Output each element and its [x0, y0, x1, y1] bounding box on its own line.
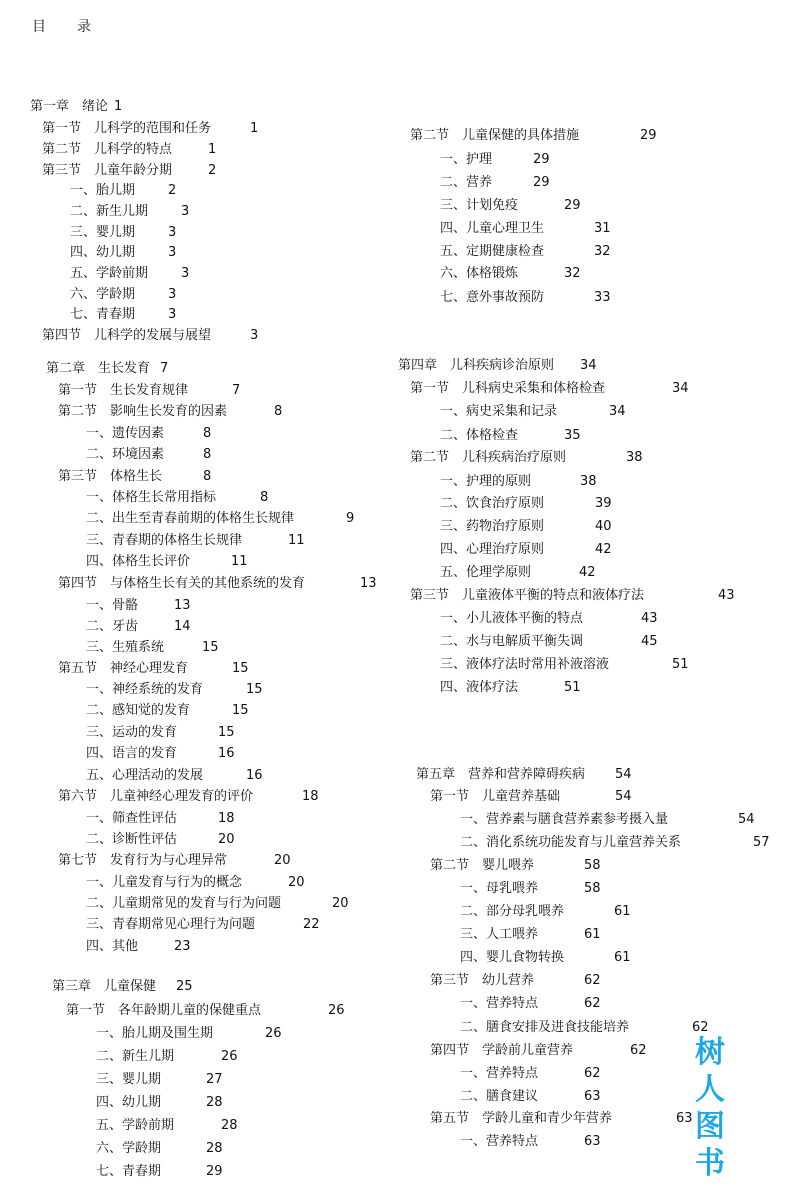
entry-page-number: 33 [594, 290, 611, 305]
toc-left-entry [96, 1048, 238, 1066]
toc-left-entry [86, 425, 212, 443]
entry-title: 一、营养特点 [460, 1066, 539, 1081]
toc-right-entry [440, 151, 550, 169]
entry-page-number: 14 [174, 619, 191, 634]
entry-page-number: 54 [615, 767, 632, 782]
entry-page-number: 8 [203, 447, 212, 462]
page-title-part2: 录 [77, 19, 92, 35]
entry-page-number: 20 [218, 832, 235, 847]
entry-page-number: 39 [595, 496, 612, 511]
entry-title: 一、胎儿期及围生期 [96, 1026, 214, 1041]
entry-title: 七、青春期 [96, 1164, 162, 1179]
entry-title: 三、药物治疗原则 [440, 519, 545, 534]
entry-title: 第一节 各年龄期儿童的保健重点 [66, 1003, 262, 1018]
toc-left-entry [58, 660, 249, 678]
entry-title: 五、伦理学原则 [440, 565, 532, 580]
entry-title: 第四章 儿科疾病诊治原则 [398, 358, 555, 373]
entry-title: 二、牙齿 [86, 619, 139, 634]
entry-page-number: 34 [609, 404, 626, 419]
toc-left-entry [86, 489, 269, 507]
entry-page-number: 58 [584, 881, 601, 896]
entry-title: 一、遗传因素 [86, 426, 165, 441]
toc-left-entry [52, 978, 193, 996]
toc-right-entry [440, 610, 658, 628]
entry-title: 一、护理的原则 [440, 474, 532, 489]
toc-left-entry [42, 120, 259, 138]
watermark-char: 树 [695, 1035, 725, 1070]
toc-right-entry [440, 564, 596, 582]
entry-title: 第四节 与体格生长有关的其他系统的发育 [58, 576, 306, 591]
entry-title: 五、学龄前期 [70, 266, 149, 281]
entry-page-number: 1 [250, 121, 259, 136]
toc-left-entry [70, 182, 177, 200]
entry-title: 一、神经系统的发育 [86, 682, 204, 697]
entry-page-number: 26 [328, 1003, 345, 1018]
entry-title: 四、体格生长评价 [86, 554, 191, 569]
entry-page-number: 23 [174, 939, 191, 954]
entry-page-number: 16 [246, 768, 263, 783]
entry-page-number: 32 [564, 266, 581, 281]
entry-title: 第六节 儿童神经心理发育的评价 [58, 789, 254, 804]
entry-title: 二、体格检查 [440, 428, 519, 443]
toc-right-entry [410, 380, 689, 398]
entry-page-number: 29 [206, 1164, 223, 1179]
toc-left-entry [58, 403, 283, 421]
toc-right-entry [430, 972, 601, 990]
toc-right-entry [440, 473, 597, 491]
entry-page-number: 15 [246, 682, 263, 697]
watermark-char: 图 [695, 1109, 725, 1144]
toc-left-entry [96, 1025, 282, 1043]
entry-title: 第二节 婴儿喂养 [430, 858, 535, 873]
entry-page-number: 7 [160, 361, 169, 376]
toc-right-entry [440, 541, 612, 559]
entry-page-number: 61 [614, 950, 631, 965]
entry-page-number: 63 [584, 1134, 601, 1149]
entry-page-number: 20 [288, 875, 305, 890]
entry-page-number: 15 [232, 661, 249, 676]
entry-title: 第一章 绪论 [30, 99, 109, 114]
watermark-char: 人 [695, 1072, 725, 1107]
entry-page-number: 29 [564, 198, 581, 213]
entry-title: 一、筛查性评估 [86, 811, 178, 826]
toc-right-entry [440, 403, 626, 421]
entry-page-number: 62 [584, 996, 601, 1011]
entry-title: 第四节 儿科学的发展与展望 [42, 328, 212, 343]
entry-title: 二、水与电解质平衡失调 [440, 634, 584, 649]
entry-title: 第一节 儿科学的范围和任务 [42, 121, 212, 136]
entry-title: 第二节 儿科学的特点 [42, 142, 173, 157]
entry-page-number: 32 [594, 244, 611, 259]
entry-page-number: 42 [595, 542, 612, 557]
toc-right-entry [460, 1133, 601, 1151]
entry-page-number: 3 [181, 204, 190, 219]
entry-page-number: 61 [584, 927, 601, 942]
entry-page-number: 28 [206, 1141, 223, 1156]
toc-right-entry [410, 449, 643, 467]
entry-title: 第二节 儿童保健的具体措施 [410, 128, 580, 143]
entry-page-number: 2 [168, 183, 177, 198]
toc-left-entry [70, 265, 190, 283]
toc-left-entry [42, 162, 217, 180]
toc-right-entry [440, 656, 689, 674]
toc-left-entry [96, 1163, 223, 1181]
entry-page-number: 63 [584, 1089, 601, 1104]
toc-right-entry [440, 197, 581, 215]
entry-title: 三、人工喂养 [460, 927, 539, 942]
entry-title: 六、学龄期 [96, 1141, 162, 1156]
entry-page-number: 8 [274, 404, 283, 419]
entry-title: 第三节 儿童液体平衡的特点和液体疗法 [410, 588, 645, 603]
toc-left-entry [96, 1140, 223, 1158]
entry-title: 三、青春期的体格生长规律 [86, 533, 243, 548]
entry-page-number: 31 [594, 221, 611, 236]
watermark [690, 1034, 730, 1182]
entry-page-number: 11 [231, 554, 248, 569]
toc-right-entry [440, 495, 612, 513]
entry-page-number: 18 [302, 789, 319, 804]
toc-right-entry [430, 1110, 693, 1128]
toc-left-entry [30, 98, 123, 116]
toc-left-entry [86, 681, 263, 699]
entry-page-number: 54 [615, 789, 632, 804]
entry-page-number: 11 [288, 533, 305, 548]
entry-title: 四、儿童心理卫生 [440, 221, 545, 236]
entry-title: 二、膳食建议 [460, 1089, 539, 1104]
toc-left-entry [86, 510, 355, 528]
entry-page-number: 62 [584, 1066, 601, 1081]
toc-right-entry [460, 1088, 601, 1106]
entry-title: 第七节 发育行为与心理异常 [58, 853, 228, 868]
toc-right-entry [460, 926, 601, 944]
entry-page-number: 34 [580, 358, 597, 373]
toc-left-entry [86, 597, 191, 615]
toc-left-entry [96, 1094, 223, 1112]
entry-title: 四、其他 [86, 939, 139, 954]
entry-page-number: 62 [692, 1020, 709, 1035]
entry-page-number: 1 [114, 99, 123, 114]
entry-title: 第五节 神经心理发育 [58, 661, 189, 676]
toc-left-entry [66, 1002, 345, 1020]
entry-title: 六、体格锻炼 [440, 266, 519, 281]
toc-left-entry [70, 306, 177, 324]
toc-left-entry [86, 874, 305, 892]
toc-right-entry [430, 788, 632, 806]
toc-left-entry [70, 203, 190, 221]
entry-title: 四、语言的发育 [86, 746, 178, 761]
entry-page-number: 51 [564, 680, 581, 695]
page-title [32, 16, 92, 36]
entry-page-number: 9 [346, 511, 355, 526]
entry-title: 一、母乳喂养 [460, 881, 539, 896]
entry-title: 二、消化系统功能发育与儿童营养关系 [460, 835, 682, 850]
toc-left-entry [86, 702, 249, 720]
toc-left-entry [86, 639, 219, 657]
entry-page-number: 38 [626, 450, 643, 465]
entry-page-number: 26 [265, 1026, 282, 1041]
entry-title: 一、营养特点 [460, 1134, 539, 1149]
entry-page-number: 34 [672, 381, 689, 396]
entry-title: 三、计划免疫 [440, 198, 519, 213]
toc-right-entry [416, 766, 632, 784]
entry-title: 第二节 儿科疾病治疗原则 [410, 450, 567, 465]
toc-left-entry [96, 1117, 238, 1135]
entry-title: 二、新生儿期 [96, 1049, 175, 1064]
entry-page-number: 63 [676, 1111, 693, 1126]
entry-title: 一、营养素与膳食营养素参考摄入量 [460, 812, 669, 827]
toc-left-entry [70, 244, 177, 262]
entry-page-number: 7 [232, 383, 241, 398]
toc-left-entry [86, 916, 320, 934]
entry-page-number: 45 [641, 634, 658, 649]
entry-title: 第三章 儿童保健 [52, 979, 157, 994]
toc-left-entry [46, 360, 169, 378]
entry-title: 二、膳食安排及进食技能培养 [460, 1020, 630, 1035]
toc-right-entry [440, 265, 581, 283]
entry-page-number: 26 [221, 1049, 238, 1064]
toc-left-entry [96, 1071, 223, 1089]
toc-left-entry [86, 553, 248, 571]
toc-left-entry [70, 224, 177, 242]
toc-right-entry [430, 857, 601, 875]
toc-right-entry [440, 289, 611, 307]
toc-left-entry [58, 468, 212, 486]
entry-page-number: 25 [176, 979, 193, 994]
entry-title: 第三节 儿童年龄分期 [42, 163, 173, 178]
entry-page-number: 43 [718, 588, 735, 603]
entry-title: 二、饮食治疗原则 [440, 496, 545, 511]
entry-title: 五、学龄前期 [96, 1118, 175, 1133]
toc-right-entry [440, 243, 611, 261]
entry-page-number: 3 [250, 328, 259, 343]
entry-page-number: 54 [738, 812, 755, 827]
entry-title: 一、儿童发育与行为的概念 [86, 875, 243, 890]
entry-title: 四、婴儿食物转换 [460, 950, 565, 965]
toc-left-entry [86, 446, 212, 464]
toc-left-entry [86, 724, 235, 742]
entry-title: 六、学龄期 [70, 287, 136, 302]
toc-right-entry [460, 880, 601, 898]
entry-page-number: 20 [332, 896, 349, 911]
entry-page-number: 16 [218, 746, 235, 761]
toc-right-entry [460, 995, 601, 1013]
entry-title: 第一节 儿童营养基础 [430, 789, 561, 804]
entry-title: 一、护理 [440, 152, 493, 167]
toc-right-entry [460, 834, 770, 852]
entry-page-number: 8 [203, 426, 212, 441]
toc-left-entry [86, 745, 235, 763]
toc-left-entry [86, 831, 235, 849]
entry-title: 三、液体疗法时常用补液溶液 [440, 657, 610, 672]
entry-page-number: 18 [218, 811, 235, 826]
entry-title: 二、诊断性评估 [86, 832, 178, 847]
entry-page-number: 13 [360, 576, 377, 591]
entry-page-number: 13 [174, 598, 191, 613]
entry-page-number: 29 [640, 128, 657, 143]
entry-title: 七、青春期 [70, 307, 136, 322]
toc-left-entry [58, 788, 319, 806]
entry-title: 三、运动的发育 [86, 725, 178, 740]
toc-left-entry [86, 938, 191, 956]
entry-title: 第一节 生长发育规律 [58, 383, 189, 398]
entry-title: 第二节 影响生长发育的因素 [58, 404, 228, 419]
toc-left-entry [58, 852, 291, 870]
toc-right-entry [410, 127, 657, 145]
toc-right-entry [460, 949, 631, 967]
entry-title: 三、婴儿期 [70, 225, 136, 240]
toc-left-entry [86, 810, 235, 828]
toc-right-entry [460, 811, 755, 829]
entry-title: 第三节 幼儿营养 [430, 973, 535, 988]
entry-title: 第四节 学龄前儿童营养 [430, 1043, 574, 1058]
entry-page-number: 58 [584, 858, 601, 873]
toc-right-entry [460, 903, 631, 921]
entry-title: 二、营养 [440, 175, 493, 190]
entry-title: 二、感知觉的发育 [86, 703, 191, 718]
entry-title: 二、新生儿期 [70, 204, 149, 219]
entry-title: 三、婴儿期 [96, 1072, 162, 1087]
entry-page-number: 15 [232, 703, 249, 718]
entry-title: 五、定期健康检查 [440, 244, 545, 259]
entry-title: 四、心理治疗原则 [440, 542, 545, 557]
toc-left-entry [42, 327, 259, 345]
toc-left-entry [58, 382, 241, 400]
toc-right-entry [440, 174, 550, 192]
entry-page-number: 2 [208, 163, 217, 178]
entry-page-number: 42 [579, 565, 596, 580]
entry-title: 第五章 营养和营养障碍疾病 [416, 767, 586, 782]
entry-title: 一、营养特点 [460, 996, 539, 1011]
toc-left-entry [86, 618, 191, 636]
entry-title: 第五节 学龄儿童和青少年营养 [430, 1111, 613, 1126]
entry-page-number: 29 [533, 175, 550, 190]
toc-right-entry [410, 587, 735, 605]
toc-right-entry [440, 518, 612, 536]
entry-title: 一、胎儿期 [70, 183, 136, 198]
entry-page-number: 8 [260, 490, 269, 505]
entry-title: 四、幼儿期 [96, 1095, 162, 1110]
toc-right-entry [398, 357, 597, 375]
entry-page-number: 61 [614, 904, 631, 919]
toc-left-entry [58, 575, 377, 593]
entry-title: 一、体格生长常用指标 [86, 490, 217, 505]
entry-title: 二、环境因素 [86, 447, 165, 462]
entry-title: 二、出生至青春前期的体格生长规律 [86, 511, 295, 526]
entry-title: 第一节 儿科病史采集和体格检查 [410, 381, 606, 396]
entry-page-number: 22 [303, 917, 320, 932]
entry-page-number: 20 [274, 853, 291, 868]
entry-page-number: 43 [641, 611, 658, 626]
watermark-char: 书 [695, 1146, 725, 1181]
entry-title: 一、骨骼 [86, 598, 139, 613]
toc-right-entry [460, 1065, 601, 1083]
entry-page-number: 3 [168, 225, 177, 240]
entry-title: 三、青春期常见心理行为问题 [86, 917, 256, 932]
entry-page-number: 8 [203, 469, 212, 484]
entry-page-number: 35 [564, 428, 581, 443]
entry-page-number: 62 [630, 1043, 647, 1058]
entry-title: 一、小儿液体平衡的特点 [440, 611, 584, 626]
entry-page-number: 3 [168, 307, 177, 322]
entry-page-number: 3 [168, 287, 177, 302]
toc-left-entry [70, 286, 177, 304]
entry-page-number: 62 [584, 973, 601, 988]
entry-title: 四、幼儿期 [70, 245, 136, 260]
entry-title: 二、儿童期常见的发育与行为问题 [86, 896, 282, 911]
entry-page-number: 38 [580, 474, 597, 489]
entry-page-number: 1 [208, 142, 217, 157]
toc-right-entry [440, 427, 581, 445]
entry-page-number: 51 [672, 657, 689, 672]
page-title-part1: 目 [32, 19, 47, 35]
entry-page-number: 29 [533, 152, 550, 167]
entry-title: 第二章 生长发育 [46, 361, 151, 376]
entry-page-number: 15 [202, 640, 219, 655]
entry-page-number: 28 [221, 1118, 238, 1133]
entry-title: 二、部分母乳喂养 [460, 904, 565, 919]
entry-page-number: 27 [206, 1072, 223, 1087]
toc-left-entry [86, 532, 305, 550]
entry-title: 第三节 体格生长 [58, 469, 163, 484]
entry-page-number: 40 [595, 519, 612, 534]
entry-page-number: 15 [218, 725, 235, 740]
toc-right-entry [440, 220, 611, 238]
toc-right-entry [440, 679, 581, 697]
toc-right-entry [460, 1019, 709, 1037]
entry-page-number: 57 [753, 835, 770, 850]
toc-left-entry [86, 895, 349, 913]
toc-right-entry [430, 1042, 647, 1060]
entry-title: 三、生殖系统 [86, 640, 165, 655]
entry-title: 七、意外事故预防 [440, 290, 545, 305]
entry-title: 五、心理活动的发展 [86, 768, 204, 783]
toc-right-entry [440, 633, 658, 651]
toc-left-entry [86, 767, 263, 785]
entry-page-number: 3 [181, 266, 190, 281]
toc-left-entry [42, 141, 217, 159]
entry-title: 四、液体疗法 [440, 680, 519, 695]
entry-page-number: 3 [168, 245, 177, 260]
entry-page-number: 28 [206, 1095, 223, 1110]
entry-title: 一、病史采集和记录 [440, 404, 558, 419]
